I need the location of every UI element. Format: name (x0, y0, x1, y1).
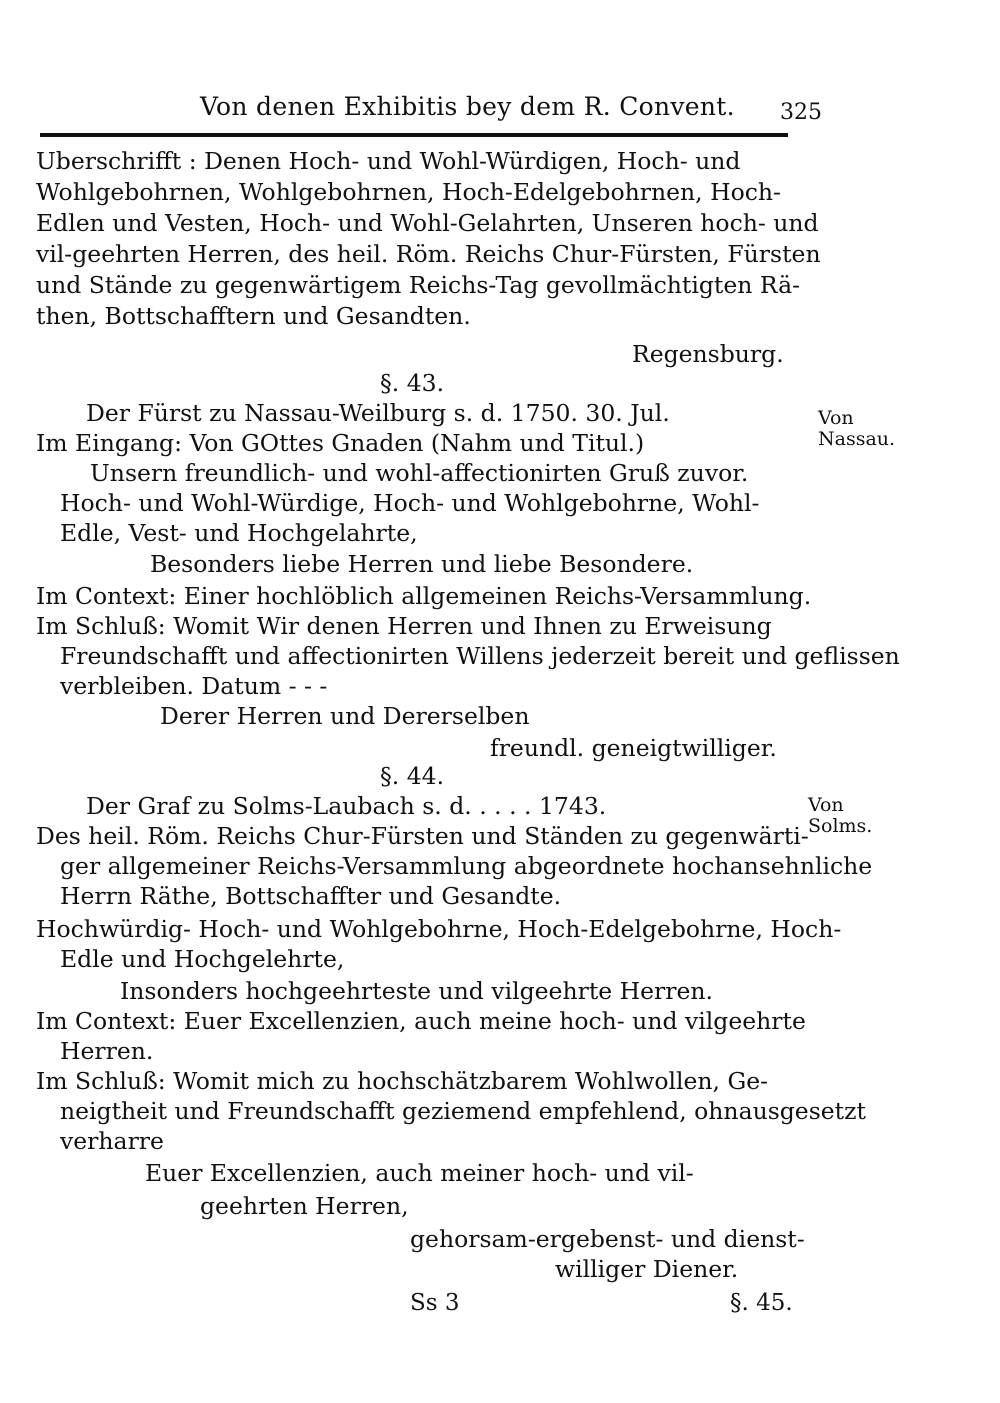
body-line: then, Bottschafftern und Gesandten. (36, 302, 471, 330)
body-line: Herren. (60, 1037, 154, 1065)
catchword: §. 45. (730, 1290, 793, 1316)
section-heading: §. 44. (380, 762, 445, 790)
body-line: Edle, Vest- und Hochgelahrte, (60, 519, 418, 547)
body-line: verbleiben. Datum - - - (60, 672, 328, 700)
body-line: Insonders hochgeehrteste und vilgeehrte Herren. (120, 977, 714, 1005)
body-line: Uberschrifft : Denen Hoch- und Wohl-Würdigen, Hoch- und (36, 147, 741, 175)
body-line: Im Context: Euer Excellenzien, auch meine hoch- und vilgeehrte (36, 1007, 806, 1035)
page-number: 325 (780, 100, 822, 125)
closing-line: Derer Herren und Dererselben (160, 702, 530, 730)
margin-note-solms: Von Solms. (808, 794, 873, 837)
body-line: Edlen und Vesten, Hoch- und Wohl-Gelahrten, Unseren hoch- und (36, 209, 819, 237)
body-line: Wohlgebohrnen, Wohlgebohrnen, Hoch-Edelgebohrnen, Hoch- (36, 178, 781, 206)
body-line: vil-geehrten Herren, des heil. Röm. Reichs Chur-Fürsten, Fürsten (36, 240, 821, 268)
body-line: Im Eingang: Von GOttes Gnaden (Nahm und Titul.) (36, 429, 645, 457)
body-line: Im Schluß: Womit Wir denen Herren und Ihnen zu Erweisung (36, 612, 772, 640)
body-line: Im Context: Einer hochlöblich allgemeinen Reichs-Versammlung. (36, 582, 812, 610)
header-rule (40, 133, 788, 137)
body-line: Besonders liebe Herren und liebe Besondere. (150, 550, 694, 578)
body-line: Unsern freundlich- und wohl-affectionirten Gruß zuvor. (90, 459, 749, 487)
closing-line: geehrten Herren, (200, 1192, 409, 1220)
body-line: ger allgemeiner Reichs-Versammlung abgeordnete hochansehnliche (60, 852, 873, 880)
body-line: Edle und Hochgelehrte, (60, 945, 345, 973)
body-line: Freundschafft und affectionirten Willens jederzeit bereit und geflissen (60, 642, 900, 670)
place-name: Regensburg. (632, 340, 784, 368)
body-line: Der Graf zu Solms-Laubach s. d. . . . . 1743. (86, 792, 607, 820)
running-title: Von denen Exhibitis bey dem R. Convent. (200, 92, 735, 121)
closing-line: williger Diener. (555, 1255, 739, 1283)
closing-line: gehorsam-ergebenst- und dienst- (410, 1225, 805, 1253)
closing-line: Euer Excellenzien, auch meiner hoch- und vil- (145, 1159, 694, 1187)
margin-note-nassau: Von Nassau. (818, 407, 896, 450)
body-line: Hochwürdig- Hoch- und Wohlgebohrne, Hoch-Edelgebohrne, Hoch- (36, 915, 842, 943)
body-line: neigtheit und Freundschafft geziemend empfehlend, ohnausgesetzt (60, 1097, 866, 1125)
closing-line: freundl. geneigtwilliger. (490, 734, 777, 762)
body-line: und Stände zu gegenwärtigem Reichs-Tag gevollmächtigten Rä- (36, 271, 801, 299)
body-line: Herrn Räthe, Bottschaffter und Gesandte. (60, 882, 562, 910)
section-heading: §. 43. (380, 369, 445, 397)
body-line: Der Fürst zu Nassau-Weilburg s. d. 1750. 30. Jul. (86, 399, 670, 427)
body-line: verharre (60, 1127, 164, 1155)
body-line: Hoch- und Wohl-Würdige, Hoch- und Wohlgebohrne, Wohl- (60, 489, 760, 517)
signature-mark: Ss 3 (410, 1290, 460, 1316)
body-line: Des heil. Röm. Reichs Chur-Fürsten und Ständen zu gegenwärti- (36, 822, 809, 850)
body-line: Im Schluß: Womit mich zu hochschätzbarem Wohlwollen, Ge- (36, 1067, 769, 1095)
